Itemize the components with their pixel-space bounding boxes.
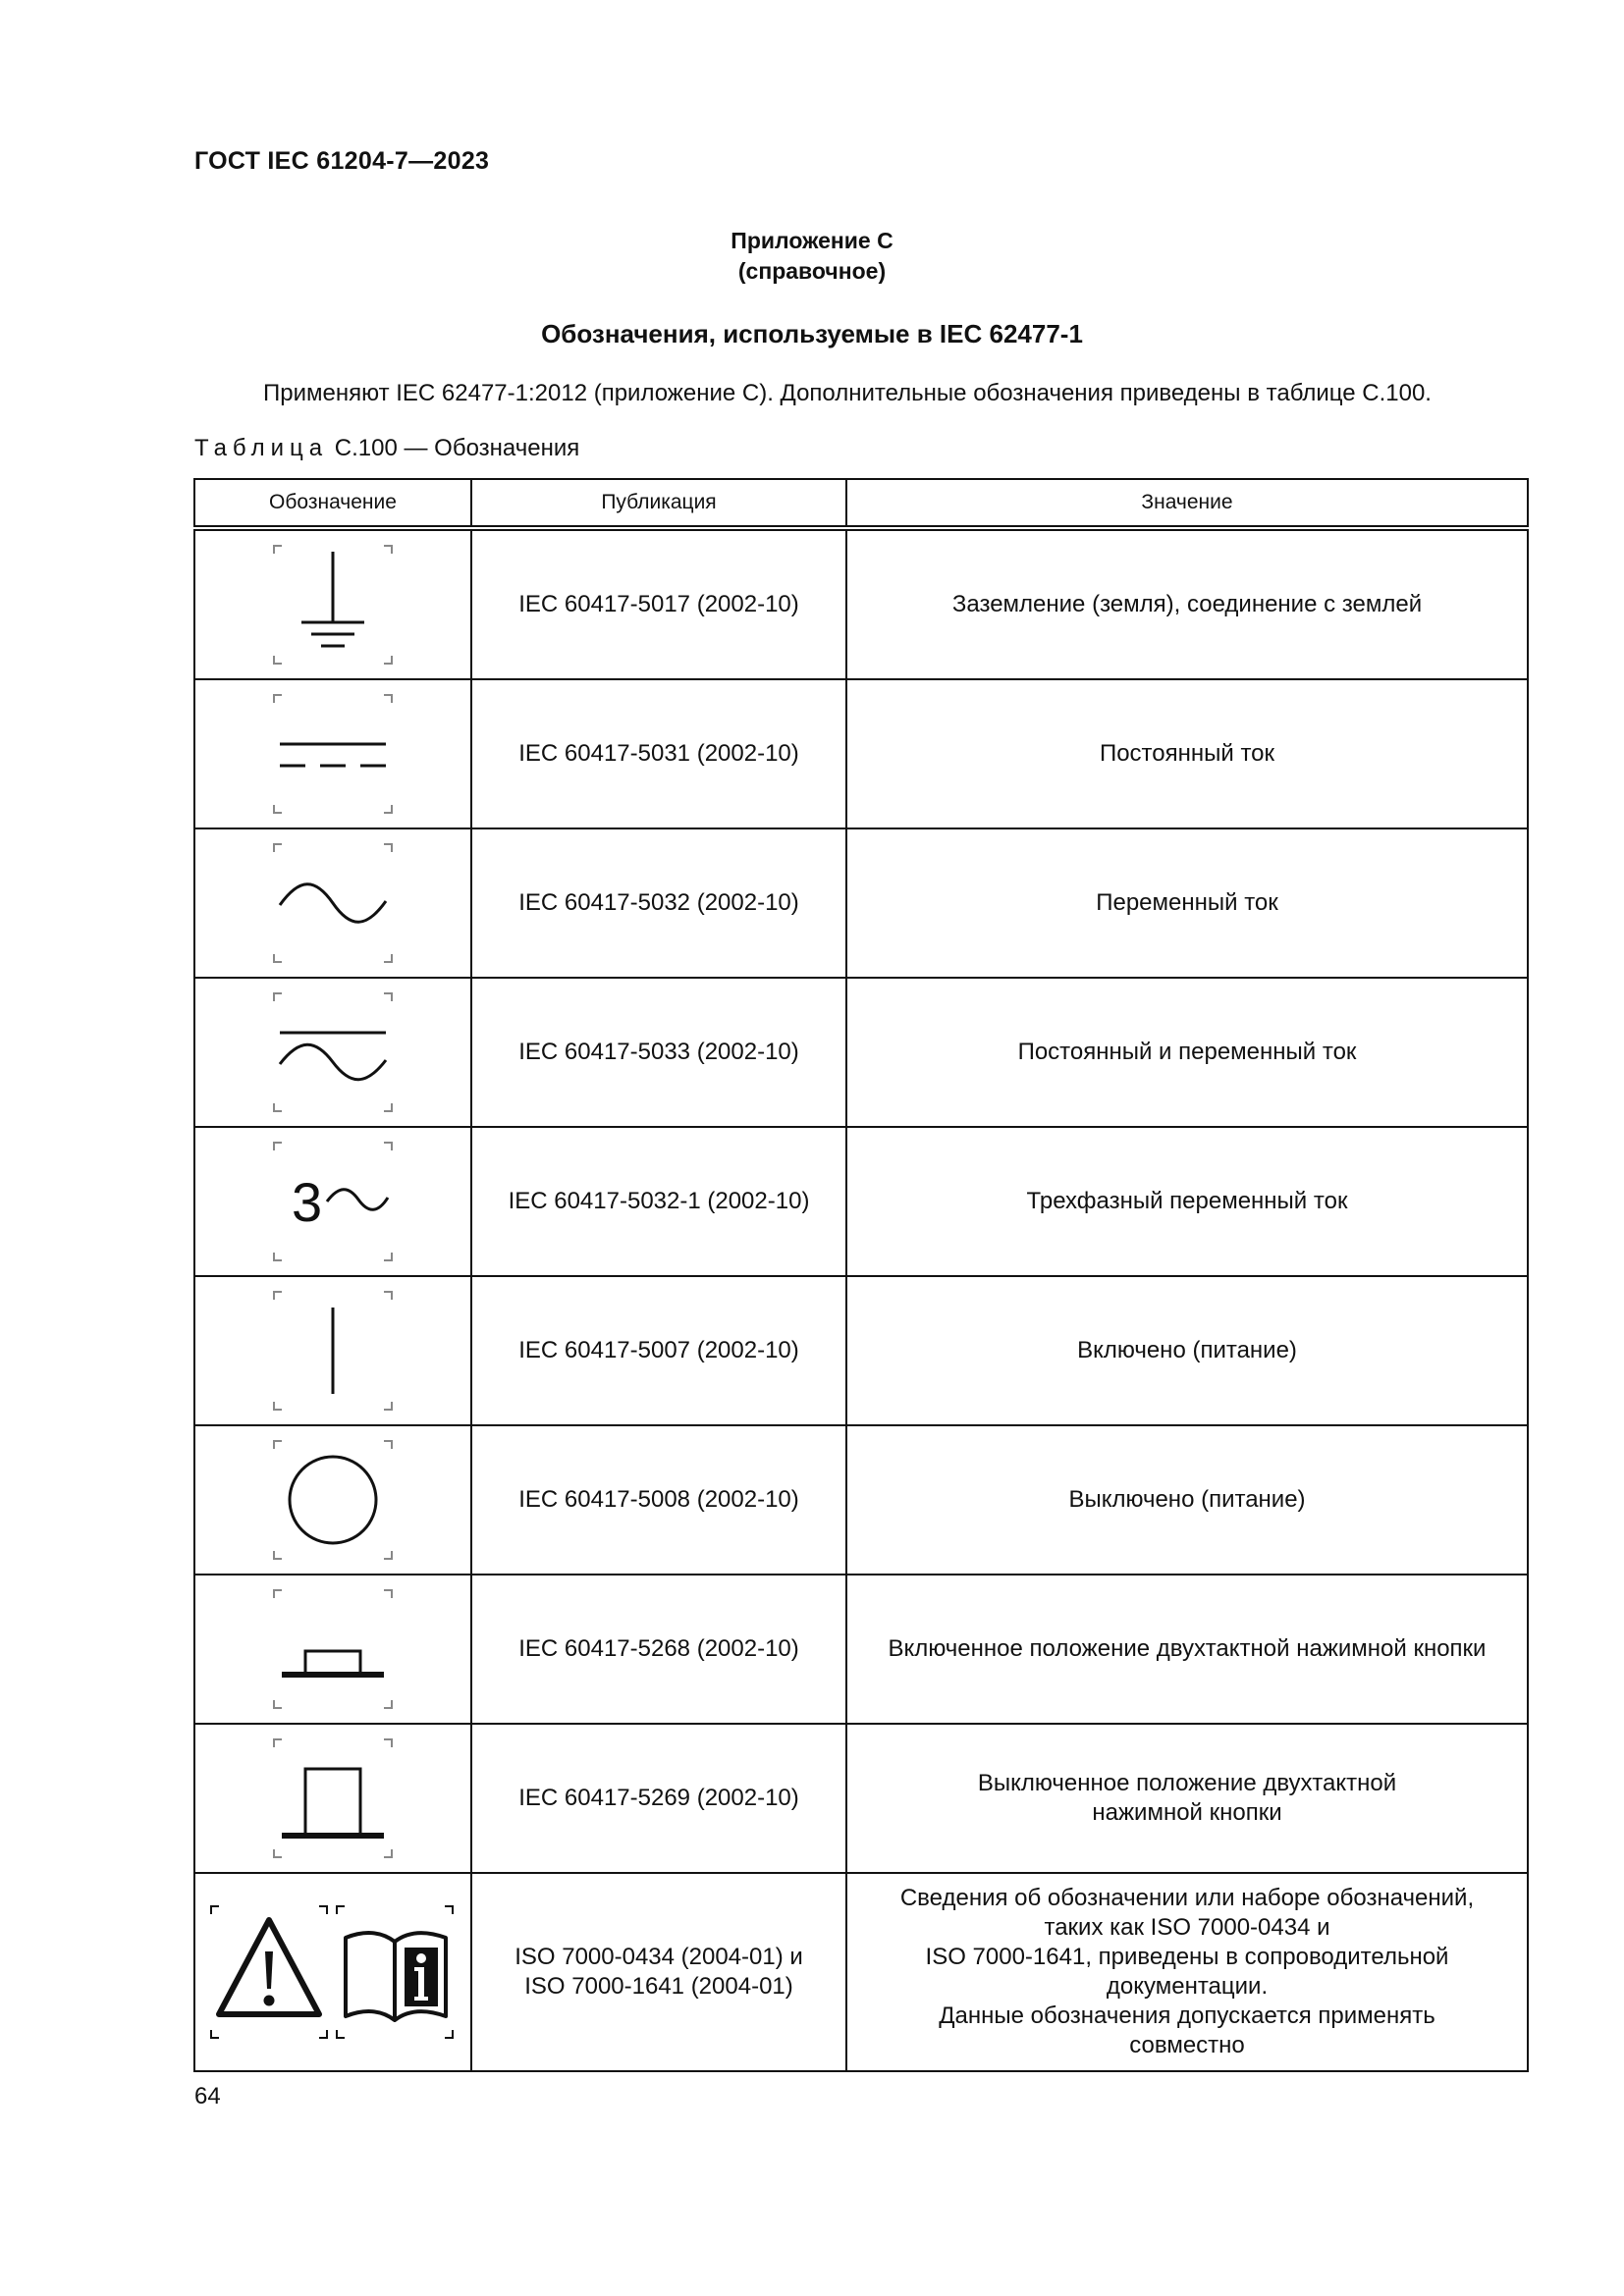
earth-ground-icon bbox=[264, 536, 402, 673]
dc-ac-current-icon bbox=[264, 984, 402, 1121]
publication-cell: IEC 60417-5033 (2002-10) bbox=[471, 978, 846, 1127]
table-row bbox=[194, 1873, 1528, 2071]
symbol-cell bbox=[194, 1575, 471, 1724]
direct-current-icon bbox=[264, 685, 402, 823]
meaning-cell: Постоянный ток bbox=[846, 679, 1528, 828]
table-row bbox=[194, 978, 1528, 1127]
publication-cell: IEC 60417-5032-1 (2002-10) bbox=[471, 1127, 846, 1276]
table-row bbox=[194, 1724, 1528, 1873]
meaning-cell: Включенное положение двухтактной нажимной кнопки bbox=[846, 1575, 1528, 1724]
meaning-cell: Выключенное положение двухтактной нажимной кнопки bbox=[846, 1724, 1528, 1873]
warning-and-manual-icons bbox=[205, 1898, 460, 2046]
publication-cell: IEC 60417-5268 (2002-10) bbox=[471, 1575, 846, 1724]
symbol-cell bbox=[194, 1276, 471, 1425]
publication-cell: IEC 60417-5007 (2002-10) bbox=[471, 1276, 846, 1425]
symbol-cell bbox=[194, 1873, 471, 2071]
symbol-cell bbox=[194, 1425, 471, 1575]
meaning-cell: Постоянный и переменный ток bbox=[846, 978, 1528, 1127]
page-number: 64 bbox=[194, 2083, 221, 2109]
symbol-cell bbox=[194, 978, 471, 1127]
meaning-cell: Заземление (земля), соединение с землей bbox=[846, 528, 1528, 679]
symbols-table bbox=[193, 478, 1529, 2072]
three-phase-ac-icon bbox=[264, 1133, 402, 1270]
symbol-cell bbox=[194, 528, 471, 679]
push-button-in-icon bbox=[264, 1580, 402, 1718]
header-meaning: Значение bbox=[846, 479, 1528, 528]
table-row bbox=[194, 679, 1528, 828]
publication-cell: IEC 60417-5008 (2002-10) bbox=[471, 1425, 846, 1575]
meaning-cell: Трехфазный переменный ток bbox=[846, 1127, 1528, 1276]
publication-cell: IEC 60417-5017 (2002-10) bbox=[471, 528, 846, 679]
symbol-cell bbox=[194, 679, 471, 828]
publication-cell: ISO 7000-0434 (2004-01) и ISO 7000-1641 (2004-01) bbox=[471, 1873, 846, 2071]
appendix-note: (справочное) bbox=[737, 258, 887, 284]
header-symbol: Обозначение bbox=[194, 479, 471, 528]
three-phase-digit: 3 bbox=[292, 1171, 323, 1233]
intro-paragraph: Применяют IEC 62477-1:2012 (приложение С). Дополнительные обозначения приведены в таблице С.100. bbox=[263, 380, 1432, 406]
publication-cell: IEC 60417-5031 (2002-10) bbox=[471, 679, 846, 828]
appendix-title: Приложение С bbox=[731, 228, 893, 253]
header-publication: Публикация bbox=[471, 479, 846, 528]
warning-triangle-icon bbox=[219, 1920, 319, 2014]
table-row bbox=[194, 528, 1528, 679]
table-row bbox=[194, 1127, 1528, 1276]
alternating-current-icon bbox=[264, 834, 402, 972]
symbol-cell bbox=[194, 1127, 471, 1276]
publication-cell: IEC 60417-5269 (2002-10) bbox=[471, 1724, 846, 1873]
table-row bbox=[194, 1276, 1528, 1425]
table-row bbox=[194, 1575, 1528, 1724]
section-title: Обозначения, используемые в IEC 62477-1 bbox=[541, 319, 1083, 348]
power-off-icon bbox=[264, 1431, 402, 1569]
table-header-row bbox=[194, 479, 1528, 528]
publication-cell: IEC 60417-5032 (2002-10) bbox=[471, 828, 846, 978]
table-row bbox=[194, 1425, 1528, 1575]
meaning-cell: Переменный ток bbox=[846, 828, 1528, 978]
push-button-out-icon bbox=[264, 1730, 402, 1867]
table-row bbox=[194, 828, 1528, 978]
symbol-cell bbox=[194, 828, 471, 978]
symbol-cell bbox=[194, 1724, 471, 1873]
table-caption-number: С.100 — Обозначения bbox=[334, 435, 580, 461]
meaning-cell: Включено (питание) bbox=[846, 1276, 1528, 1425]
power-on-icon bbox=[264, 1282, 402, 1419]
table-caption-label: Таблица bbox=[194, 435, 329, 461]
table-caption bbox=[194, 435, 579, 462]
meaning-cell: Выключено (питание) bbox=[846, 1425, 1528, 1575]
document-code: ГОСТ IEC 61204-7—2023 bbox=[194, 147, 490, 175]
manual-book-icon bbox=[346, 1933, 446, 2020]
meaning-cell: Сведения об обозначении или наборе обозначений, таких как ISO 7000-0434 и ISO 7000-1641, приведены в сопроводительной документации. Данные обозначения допускается применять совместно bbox=[846, 1873, 1528, 2071]
